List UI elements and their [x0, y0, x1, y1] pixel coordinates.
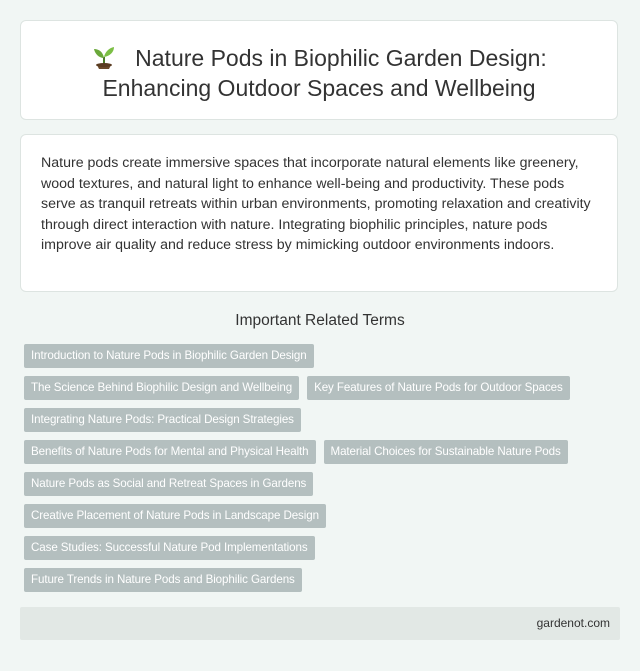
terms-row [20, 408, 620, 432]
footer-site-link[interactable]: gardenot.com [536, 616, 610, 630]
term-chip[interactable]: Introduction to Nature Pods in Biophilic Garden Design [24, 344, 314, 368]
title-card [20, 20, 618, 120]
terms-row [20, 440, 620, 464]
footer [20, 607, 620, 640]
term-chip[interactable]: Benefits of Nature Pods for Mental and Physical Health [24, 440, 316, 464]
term-chip[interactable]: Creative Placement of Nature Pods in Landscape Design [24, 504, 326, 528]
summary-card [20, 134, 618, 292]
terms-row [20, 344, 620, 368]
title-line-1: Nature Pods in Biophilic Garden Design: [135, 45, 547, 71]
related-terms-heading: Important Related Terms [235, 312, 405, 329]
terms-row [20, 536, 620, 560]
related-terms-list [20, 344, 620, 600]
page-title [21, 21, 617, 103]
terms-row [20, 472, 620, 496]
term-chip[interactable]: Future Trends in Nature Pods and Biophilic Gardens [24, 568, 302, 592]
title-line-2: Enhancing Outdoor Spaces and Wellbeing [102, 75, 536, 101]
terms-row [20, 504, 620, 528]
term-chip[interactable]: Material Choices for Sustainable Nature Pods [324, 440, 568, 464]
summary-text: Nature pods create immersive spaces that incorporate natural elements like greenery, wood textures, and natural light to enhance well-being and productivity. These pods serve as tranquil retreats within urban environments, promoting relaxation and creativity through direct interaction with nature. Integrating biophilic principles, nature pods improve air quality and reduce stress by mimicking outdoor environments indoors. [41, 155, 591, 253]
term-chip[interactable]: The Science Behind Biophilic Design and Wellbeing [24, 376, 299, 400]
term-chip[interactable]: Key Features of Nature Pods for Outdoor Spaces [307, 376, 570, 400]
sprout-icon [91, 43, 117, 69]
terms-row [20, 376, 620, 400]
terms-row [20, 568, 620, 592]
term-chip[interactable]: Integrating Nature Pods: Practical Design Strategies [24, 408, 301, 432]
term-chip[interactable]: Nature Pods as Social and Retreat Spaces in Gardens [24, 472, 313, 496]
term-chip[interactable]: Case Studies: Successful Nature Pod Implementations [24, 536, 315, 560]
